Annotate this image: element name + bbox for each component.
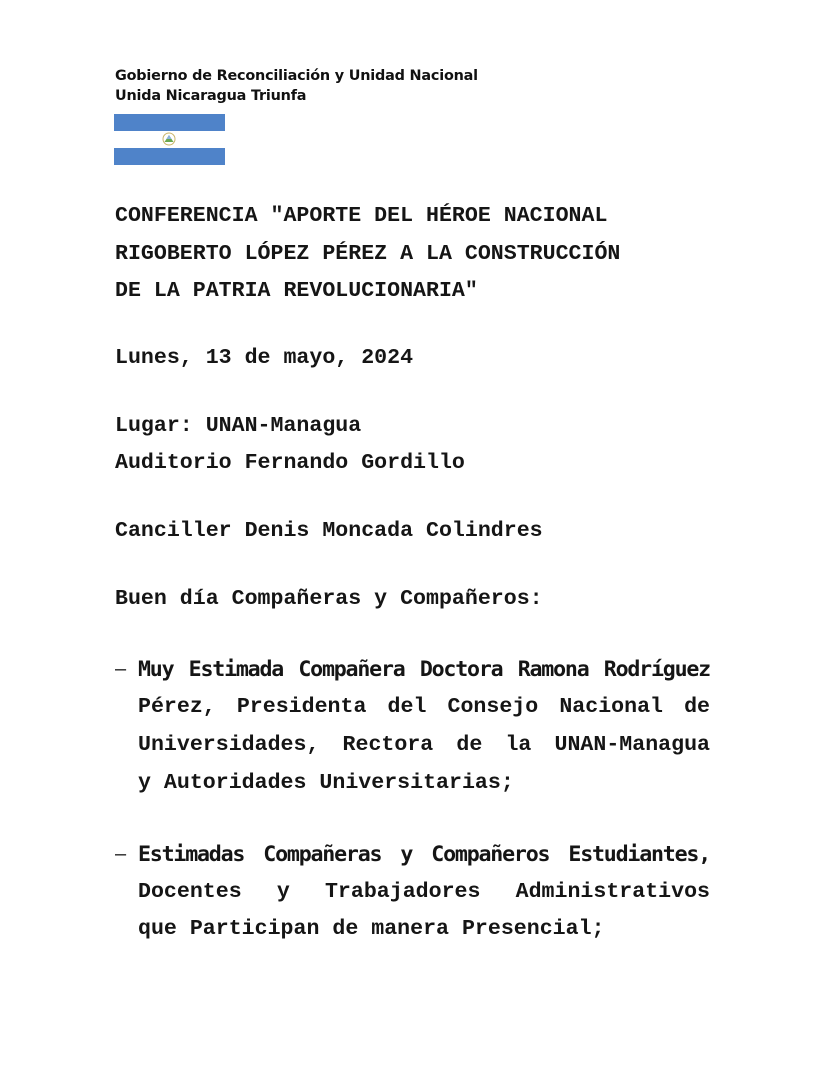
title-line-2: RIGOBERTO LÓPEZ PÉREZ A LA CONSTRUCCIÓN (115, 242, 621, 266)
location-line-1: Lugar: UNAN-Managua (115, 414, 362, 438)
salutation-line: que Participan de manera Presencial; (138, 917, 605, 941)
salutation-line: Muy Estimada Compañera Doctora Ramona Rodríguez (138, 657, 710, 682)
flag-stripe-bottom (114, 148, 225, 165)
title-line-3: DE LA PATRIA REVOLUCIONARIA" (115, 279, 478, 303)
salutation-line: Universidades, Rectora de la UNAN-Managua (138, 733, 710, 757)
nicaragua-flag-icon (114, 114, 225, 165)
government-name: Gobierno de Reconciliación y Unidad Nacional (115, 68, 478, 84)
location-line-2: Auditorio Fernando Gordillo (115, 451, 465, 475)
greeting: Buen día Compañeras y Compañeros: (115, 587, 543, 611)
dash-bullet: – (115, 658, 127, 680)
salutation-line: Pérez, Presidenta del Consejo Nacional de (138, 695, 710, 719)
salutation-line: Docentes y Trabajadores Administrativos (138, 880, 710, 904)
title-line-1: CONFERENCIA "APORTE DEL HÉROE NACIONAL (115, 204, 608, 228)
salutation-line: y Autoridades Universitarias; (138, 771, 514, 795)
dash-bullet: – (115, 843, 127, 865)
speaker-name: Canciller Denis Moncada Colindres (115, 519, 543, 543)
salutation-line: Estimadas Compañeras y Compañeros Estudiantes, (138, 842, 710, 867)
government-slogan: Unida Nicaragua Triunfa (115, 88, 307, 104)
flag-stripe-middle (114, 131, 225, 148)
event-date: Lunes, 13 de mayo, 2024 (115, 346, 414, 370)
flag-stripe-top (114, 114, 225, 131)
coat-of-arms-icon (162, 132, 176, 146)
